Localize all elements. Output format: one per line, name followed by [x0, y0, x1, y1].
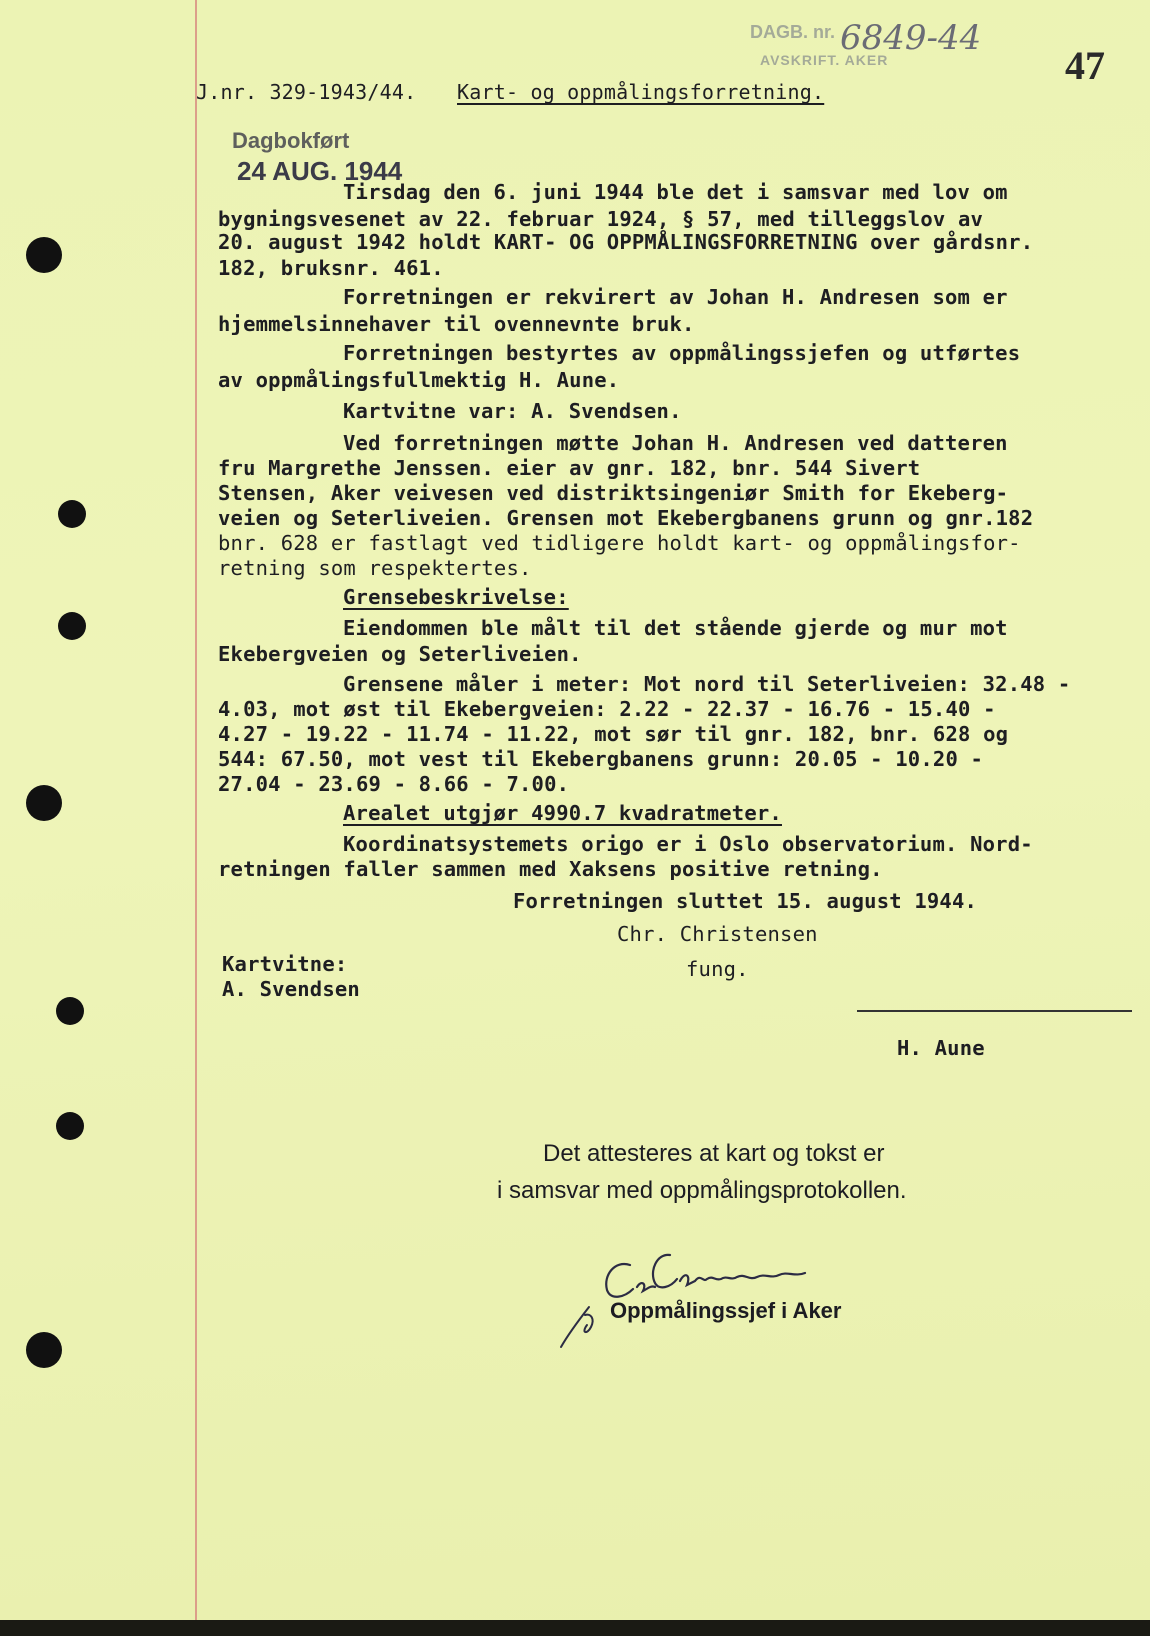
- text-line: bygningsvesenet av 22. februar 1924, § 57, med tilleggslov av: [218, 207, 984, 231]
- text-line: Grensene måler i meter: Mot nord til Seterliveien: 32.48 -: [343, 672, 1071, 696]
- punch-hole: [26, 1332, 62, 1368]
- witness-name: A. Svendsen: [222, 977, 360, 1001]
- text-line: veien og Seterliveien. Grensen mot Ekebergbanens grunn og gnr.182: [218, 506, 1034, 530]
- punch-hole: [26, 785, 62, 821]
- text-line: 544: 67.50, mot vest til Ekebergbanens grunn: 20.05 - 10.20 -: [218, 747, 984, 771]
- text-line: Forretningen er rekvirert av Johan H. Andresen som er: [343, 285, 1008, 309]
- attestation-title: Oppmålingssjef i Aker: [610, 1298, 842, 1323]
- text-line: 4.03, mot øst til Ekebergveien: 2.22 - 22.37 - 16.76 - 15.40 -: [218, 697, 996, 721]
- avskrift-stamp: AVSKRIFT. AKER: [760, 52, 889, 68]
- text-line: 20. august 1942 holdt KART- OG OPPMÅLINGSFORRETNING over gårdsnr.: [218, 230, 1034, 254]
- attestation-line: Det attesteres at kart og tokst er: [543, 1140, 885, 1167]
- text-line: bnr. 628 er fastlagt ved tidligere holdt kart- og oppmålingsfor-: [218, 531, 1021, 555]
- text-line: fru Margrethe Jenssen. eier av gnr. 182, bnr. 544 Sivert: [218, 456, 921, 480]
- signer-name: Chr. Christensen: [617, 922, 818, 946]
- punch-hole: [58, 500, 86, 528]
- signature-rule: [857, 1010, 1132, 1012]
- journal-number: J.nr. 329-1943/44.: [196, 80, 417, 104]
- signer-role: fung.: [686, 957, 749, 981]
- text-line: 182, bruksnr. 461.: [218, 256, 444, 280]
- text-line: Kartvitne var: A. Svendsen.: [343, 399, 682, 423]
- text-line: Forretningen bestyrtes av oppmålingssjefen og utførtes: [343, 341, 1021, 365]
- dagbok-stamp-date: 24 AUG. 1944: [237, 156, 403, 186]
- text-line: Eiendommen ble målt til det stående gjerde og mur mot: [343, 616, 1008, 640]
- surveyor-name: H. Aune: [897, 1036, 985, 1060]
- handwritten-number: 6849-44: [840, 18, 982, 58]
- margin-line: [195, 0, 197, 1620]
- dagb-stamp: DAGB. nr.: [750, 22, 836, 42]
- text-line: Tirsdag den 6. juni 1944 ble det i samsvar med lov om: [343, 180, 1008, 204]
- text-line: retningen faller sammen med Xaksens positive retning.: [218, 857, 883, 881]
- text-line: av oppmålingsfullmektig H. Aune.: [218, 368, 620, 392]
- punch-hole: [56, 997, 84, 1025]
- text-line: Ved forretningen møtte Johan H. Andresen ved datteren: [343, 431, 1008, 455]
- text-line: Ekebergveien og Seterliveien.: [218, 642, 582, 666]
- text-line: retning som respektertes.: [218, 556, 532, 580]
- text-line: hjemmelsinnehaver til ovennevnte bruk.: [218, 312, 695, 336]
- journal-title: Kart- og oppmålingsforretning.: [457, 80, 825, 104]
- dagbok-stamp-label: Dagbokført: [232, 128, 350, 153]
- witness-label: Kartvitne:: [222, 952, 348, 976]
- punch-hole: [58, 612, 86, 640]
- text-line: Stensen, Aker veivesen ved distriktsingeniør Smith for Ekeberg-: [218, 481, 1009, 505]
- attestation-line: i samsvar med oppmålingsprotokollen.: [497, 1177, 907, 1204]
- handwritten-signature: [525, 1235, 855, 1355]
- page-number: 47: [1065, 43, 1105, 88]
- punch-hole: [26, 237, 62, 273]
- area-statement: Arealet utgjør 4990.7 kvadratmeter.: [343, 801, 782, 825]
- text-line: Forretningen sluttet 15. august 1944.: [513, 889, 978, 913]
- text-line: 27.04 - 23.69 - 8.66 - 7.00.: [218, 772, 570, 796]
- text-line: Koordinatsystemets origo er i Oslo observatorium. Nord-: [343, 832, 1033, 856]
- section-heading: Grensebeskrivelse:: [343, 585, 569, 609]
- text-line: 4.27 - 19.22 - 11.74 - 11.22, mot sør til gnr. 182, bnr. 628 og: [218, 722, 1009, 746]
- punch-hole: [56, 1112, 84, 1140]
